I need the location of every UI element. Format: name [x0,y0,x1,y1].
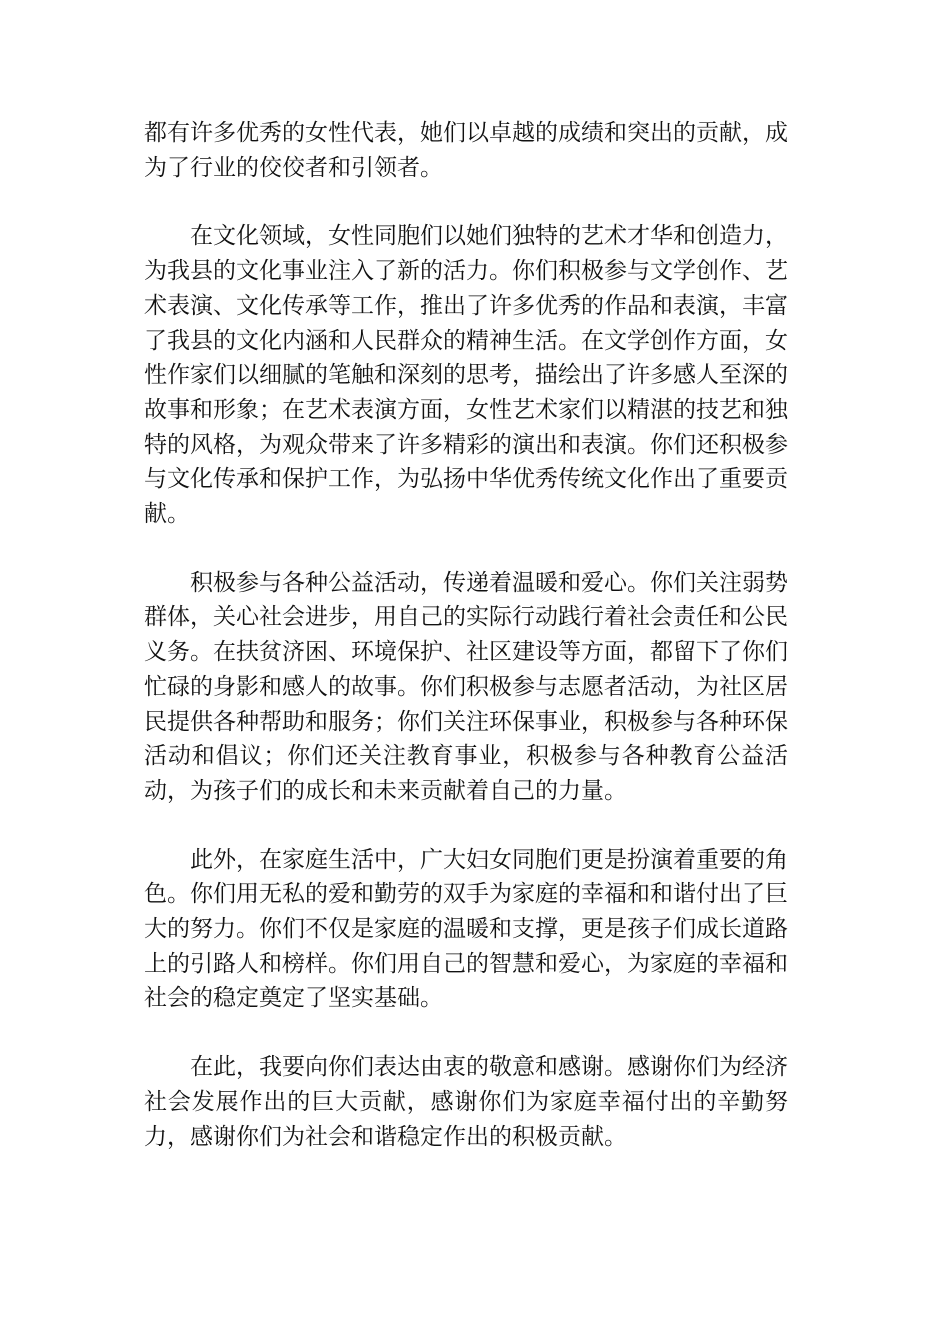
paragraph-thanks: 在此，我要向你们表达由衷的敬意和感谢。感谢你们为经济社会发展作出的巨大贡献，感谢你们为家庭幸福付出的辛勤努力，感谢你们为社会和谐稳定作出的积极贡献。 [144,1054,788,1150]
document-body [144,116,788,1154]
paragraph-public-welfare: 积极参与各种公益活动，传递着温暖和爱心。你们关注弱势群体，关心社会进步，用自己的实际行动践行着社会责任和公民义务。在扶贫济困、环境保护、社区建设等方面，都留下了你们忙碌的身影和感人的故事。你们积极参与志愿者活动，为社区居民提供各种帮助和服务；你们关注环保事业，积极参与各种环保活动和倡议；你们还关注教育事业，积极参与各种教育公益活动，为孩子们的成长和未来贡献着自己的力量。 [144,569,788,804]
paragraph-continuation: 都有许多优秀的女性代表，她们以卓越的成绩和突出的贡献，成为了行业的佼佼者和引领者。 [144,120,788,181]
paragraph-culture: 在文化领域，女性同胞们以她们独特的艺术才华和创造力，为我县的文化事业注入了新的活力。你们积极参与文学创作、艺术表演、文化传承等工作，推出了许多优秀的作品和表演，丰富了我县的文化内涵和人民群众的精神生活。在文学创作方面，女性作家们以细腻的笔触和深刻的思考，描绘出了许多感人至深的故事和形象；在艺术表演方面，女性艺术家们以精湛的技艺和独特的风格，为观众带来了许多精彩的演出和表演。你们还积极参与文化传承和保护工作，为弘扬中华优秀传统文化作出了重要贡献。 [144,223,788,528]
paragraph-family: 此外，在家庭生活中，广大妇女同胞们更是扮演着重要的角色。你们用无私的爱和勤劳的双手为家庭的幸福和和谐付出了巨大的努力。你们不仅是家庭的温暖和支撑，更是孩子们成长道路上的引路人和榜样。你们用自己的智慧和爱心，为家庭的幸福和社会的稳定奠定了坚实基础。 [144,846,788,1012]
